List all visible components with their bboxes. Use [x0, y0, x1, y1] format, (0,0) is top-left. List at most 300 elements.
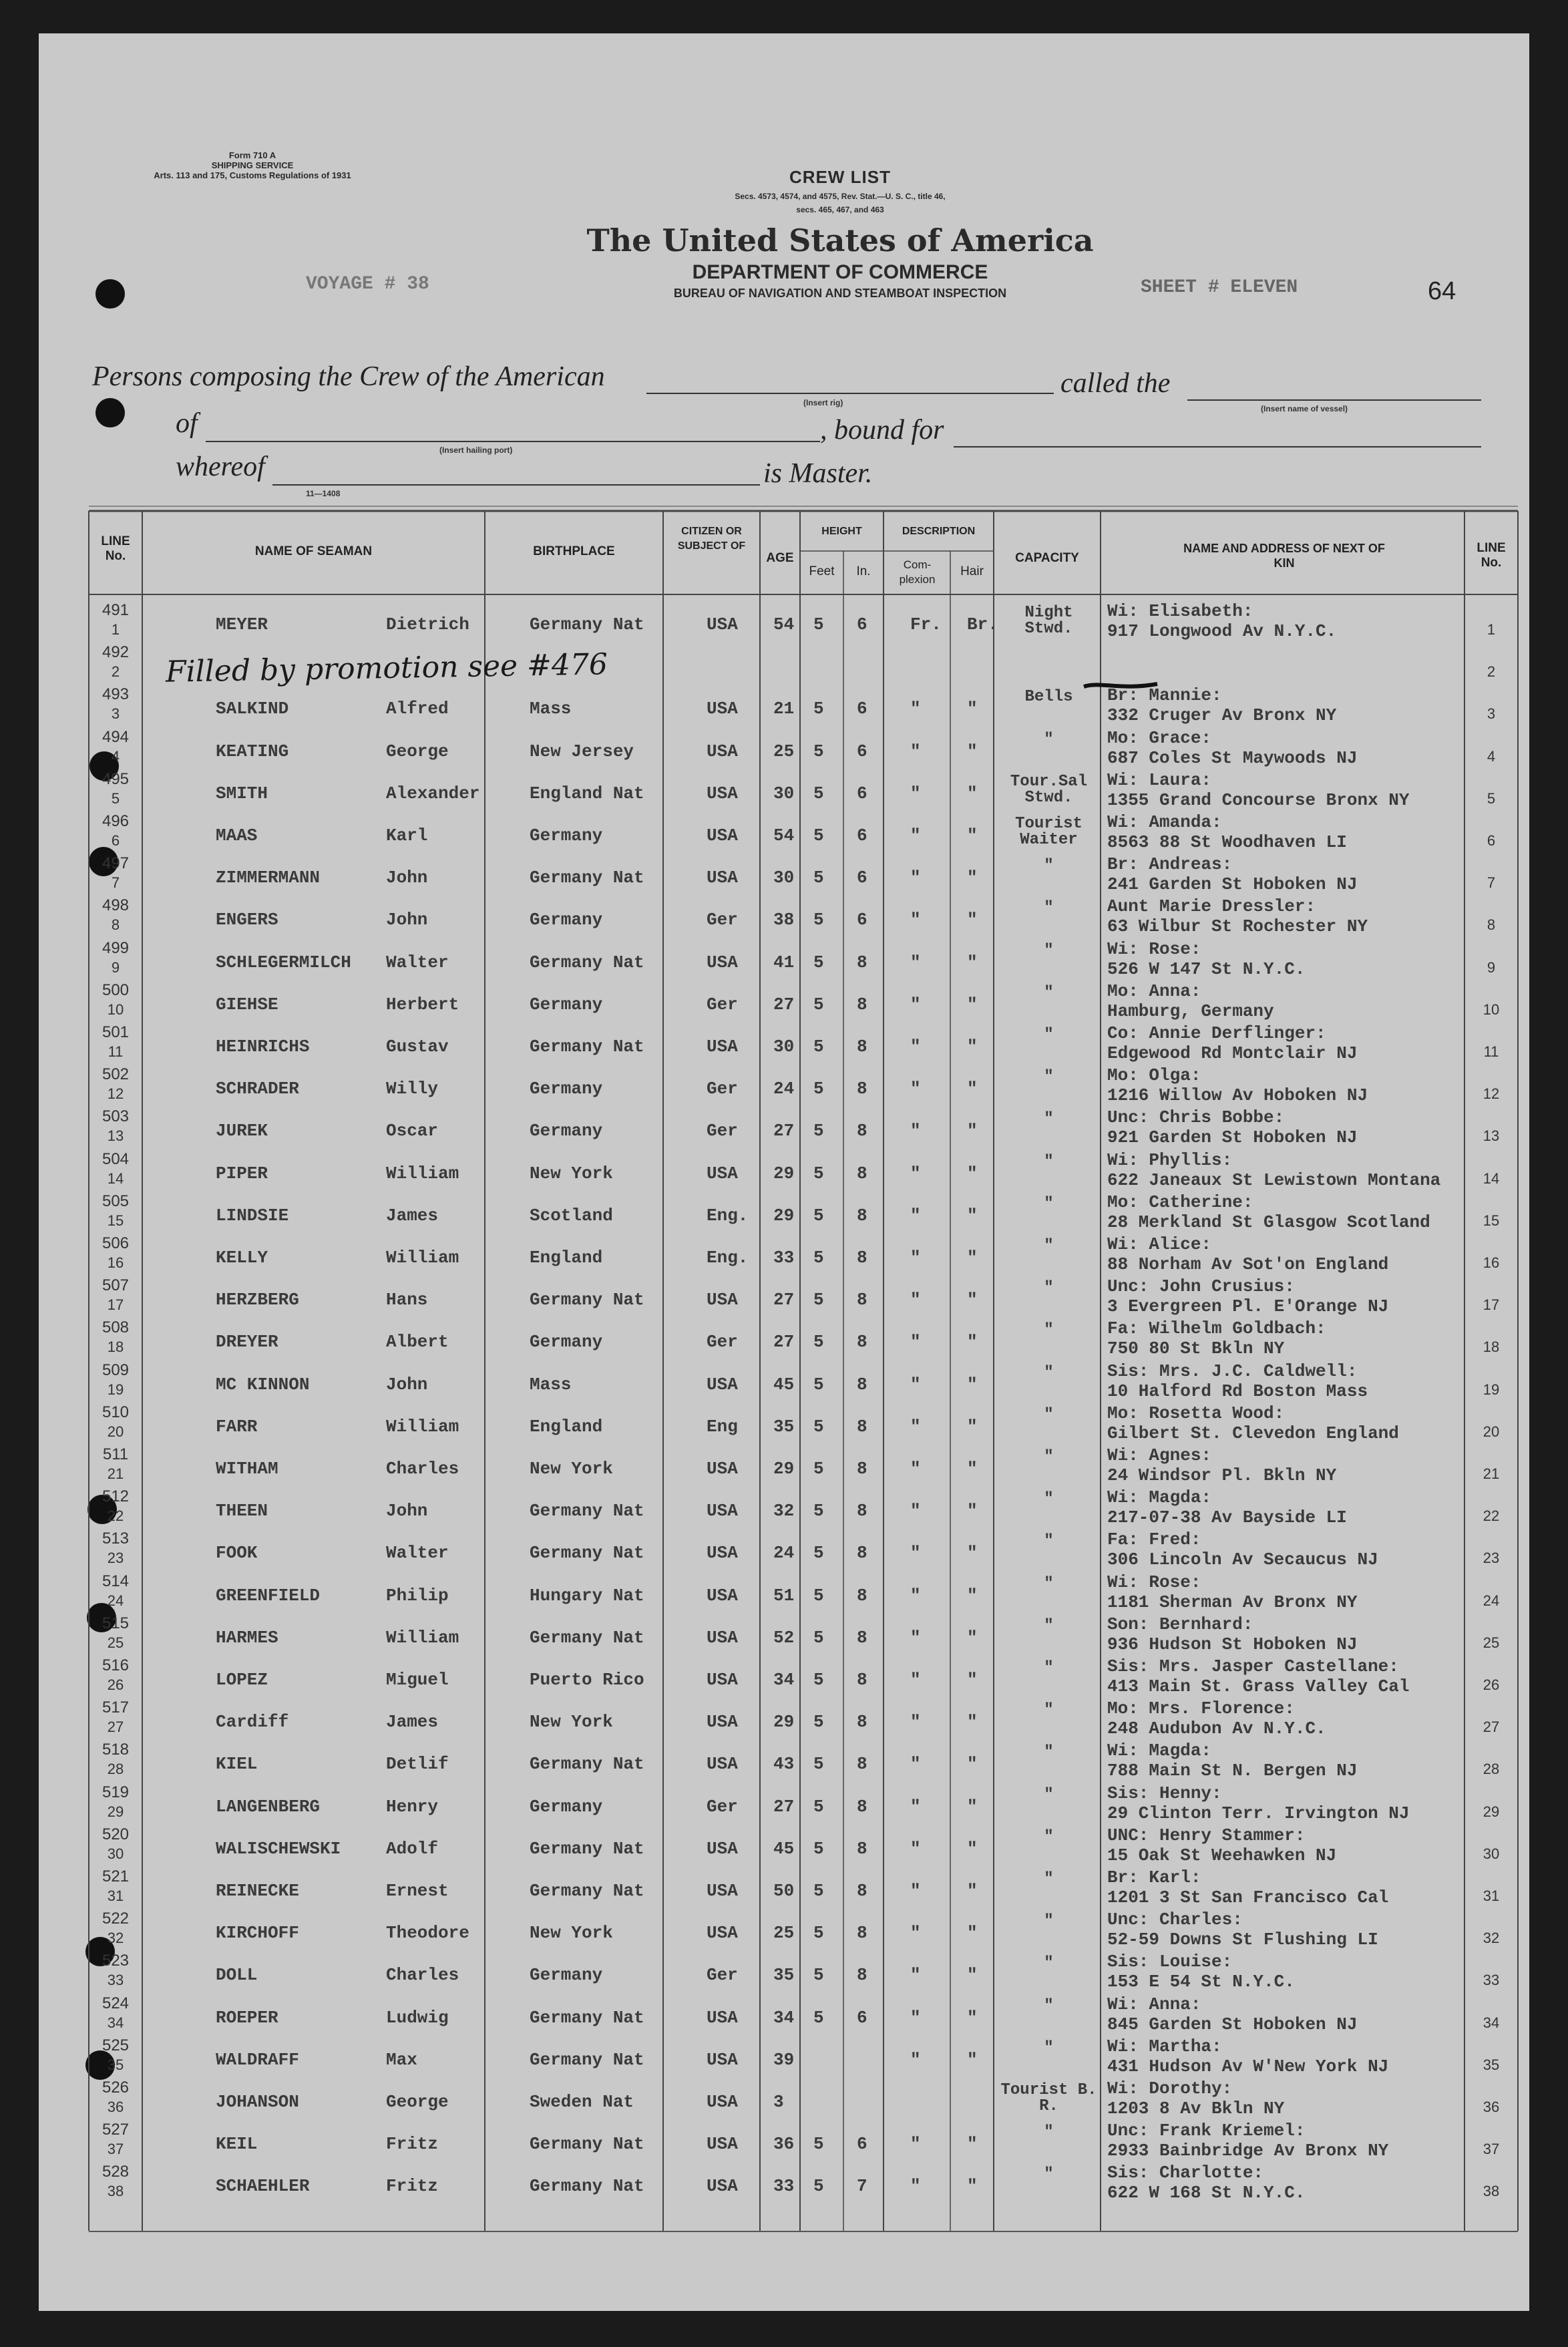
cell-ft: 5 [813, 1627, 824, 1648]
line-number: 33 [107, 1972, 124, 1989]
cell-cit: Eng. [707, 1248, 749, 1268]
cell-comp: " [910, 1290, 921, 1310]
cell-given: Miguel [386, 1670, 449, 1690]
cell-capacity: " [1044, 941, 1054, 960]
cell-surname: JOHANSON [216, 2092, 299, 2112]
cell-comp: " [910, 699, 921, 719]
cell-birth: Germany Nat [530, 1627, 644, 1648]
line-number-right: 33 [1483, 1972, 1500, 1989]
cell-ft: 5 [813, 1501, 824, 1521]
register-number: 491 [102, 601, 130, 619]
cell-kin1: Wi: Dorothy: [1107, 2079, 1233, 2099]
register-number: 524 [102, 1994, 130, 2012]
cell-given: John [386, 868, 428, 888]
cell-surname: SCHLEGERMILCH [216, 952, 351, 972]
cell-age: 3 [773, 2092, 784, 2112]
cell-comp: " [910, 1543, 921, 1564]
cell-kin1: Mo: Olga: [1107, 1065, 1201, 1086]
cell-kin1: Unc: Chris Bobbe: [1107, 1107, 1285, 1128]
cell-comp: " [910, 2007, 921, 2028]
whereof-label: whereof [176, 452, 265, 482]
col-next-of-kin: NAME AND ADDRESS OF NEXT OF KIN [1183, 542, 1385, 570]
cell-in: 6 [857, 2134, 867, 2155]
cell-comp: " [910, 994, 921, 1015]
cell-ft: 5 [813, 826, 824, 846]
line-number: 4 [111, 747, 120, 765]
cell-in: 8 [857, 1290, 867, 1310]
cell-cit: USA [707, 1627, 738, 1648]
cell-given: Detlif [386, 1754, 449, 1775]
cell-capacity: " [1044, 1870, 1054, 1888]
register-number: 493 [102, 685, 130, 704]
cell-capacity: " [1044, 1996, 1054, 2015]
register-number: 496 [102, 812, 130, 830]
line-number: 22 [107, 1507, 124, 1525]
cell-cit: USA [707, 1670, 738, 1690]
cell-capacity: " [1044, 2165, 1054, 2184]
cell-cit: USA [707, 1881, 738, 1901]
cell-cit: USA [707, 2176, 738, 2197]
line-number: 7 [111, 874, 120, 892]
cell-hair: " [967, 2049, 978, 2070]
cell-kin2: 24 Windsor Pl. Bkln NY [1107, 1465, 1337, 1485]
cell-kin2: 10 Halford Rd Boston Mass [1107, 1381, 1368, 1401]
cell-birth: Germany Nat [530, 1037, 644, 1057]
cell-kin2: Gilbert St. Clevedon England [1107, 1423, 1399, 1443]
vessel-hint: (Insert name of vessel) [1261, 404, 1348, 413]
cell-age: 36 [773, 2134, 795, 2155]
cell-given: Dietrich [386, 614, 469, 635]
cell-kin1: Unc: John Crusius: [1107, 1276, 1295, 1297]
cell-cit: USA [707, 2049, 738, 2070]
cell-age: 38 [773, 910, 795, 930]
cell-in: 8 [857, 1121, 867, 1141]
cell-birth: New York [530, 1163, 613, 1184]
cell-comp: " [910, 1754, 921, 1775]
cell-comp: " [910, 1712, 921, 1733]
cell-ft: 5 [813, 1332, 824, 1352]
line-number-right: 32 [1483, 1930, 1500, 1947]
cell-cit: USA [707, 1374, 738, 1395]
cell-in: 8 [857, 1881, 867, 1901]
cell-surname: HERZBERG [216, 1290, 299, 1310]
cell-kin1: Son: Bernhard: [1107, 1614, 1253, 1634]
cell-birth: New York [530, 1459, 613, 1479]
cell-hair: " [967, 1332, 978, 1352]
cell-ft: 5 [813, 1712, 824, 1733]
cell-age: 50 [773, 1881, 795, 1901]
cell-cit: USA [707, 1838, 738, 1859]
cell-surname: WITHAM [216, 1459, 278, 1479]
cell-ft: 5 [813, 1796, 824, 1817]
bureau-title: BUREAU OF NAVIGATION AND STEAMBOAT INSPECTION [673, 287, 1007, 300]
cell-surname: KIEL [216, 1754, 258, 1775]
cell-kin2: 1203 8 Av Bkln NY [1107, 2099, 1285, 2119]
cell-cit: USA [707, 1923, 738, 1944]
register-number: 518 [102, 1741, 130, 1759]
cell-capacity: " [1044, 1026, 1054, 1044]
cell-in: 6 [857, 826, 867, 846]
handwritten-note: Filled by promotion see #476 [165, 647, 608, 689]
cell-age: 33 [773, 1248, 795, 1268]
cell-kin2: 1201 3 St San Francisco Cal [1107, 1887, 1389, 1908]
cell-kin2: 306 Lincoln Av Secaucus NJ [1107, 1550, 1378, 1570]
cell-comp: " [910, 1881, 921, 1901]
line-number-right: 13 [1483, 1127, 1500, 1145]
line-number: 6 [111, 832, 120, 849]
cell-age: 25 [773, 1923, 795, 1944]
line-number-right: 19 [1483, 1381, 1500, 1398]
line-number: 23 [107, 1550, 124, 1567]
cell-in: 8 [857, 1670, 867, 1690]
cell-surname: MAAS [216, 826, 258, 846]
line-number: 5 [111, 789, 120, 807]
cell-capacity: " [1044, 2123, 1054, 2142]
cell-ft: 5 [813, 1459, 824, 1479]
cell-ft: 5 [813, 1754, 824, 1775]
cell-age: 30 [773, 783, 795, 803]
cell-in: 8 [857, 1374, 867, 1395]
line-number: 25 [107, 1634, 124, 1651]
bound-for-label: , bound for [820, 415, 944, 445]
form-code: 11—1408 [306, 489, 341, 498]
line-number: 17 [107, 1296, 124, 1314]
cell-hair: " [967, 1121, 978, 1141]
cell-given: Oscar [386, 1121, 439, 1141]
cell-capacity: " [1044, 1490, 1054, 1509]
cell-ft: 5 [813, 2134, 824, 2155]
cell-in: 8 [857, 1205, 867, 1226]
cell-birth: Hungary Nat [530, 1585, 644, 1606]
line-number-right: 10 [1483, 1001, 1500, 1018]
cell-cit: USA [707, 952, 738, 972]
cell-cit: USA [707, 2007, 738, 2028]
cell-given: Alfred [386, 699, 449, 719]
cell-comp: " [910, 1374, 921, 1395]
cell-age: 25 [773, 741, 795, 761]
register-number: 522 [102, 1910, 130, 1928]
cell-given: Theodore [386, 1923, 469, 1944]
cell-comp: " [910, 2049, 921, 2070]
cell-kin2: Edgewood Rd Montclair NJ [1107, 1043, 1358, 1063]
cell-kin1: Wi: Magda: [1107, 1741, 1212, 1761]
register-number: 519 [102, 1783, 130, 1801]
cell-cit: USA [707, 2092, 738, 2112]
cell-given: Willy [386, 1079, 439, 1099]
line-number: 19 [107, 1381, 124, 1398]
cell-kin1: Wi: Elisabeth: [1107, 601, 1253, 621]
cell-kin2: 88 Norham Av Sot'on England [1107, 1254, 1389, 1274]
cell-capacity: " [1044, 1743, 1054, 1762]
cell-age: 43 [773, 1754, 795, 1775]
line-number: 16 [107, 1254, 124, 1271]
cell-comp: " [910, 741, 921, 761]
cell-kin2: 936 Hudson St Hoboken NJ [1107, 1634, 1358, 1654]
line-number: 2 [111, 663, 120, 681]
col-hair: Hair [960, 564, 984, 578]
form-service: SHIPPING SERVICE [211, 160, 294, 170]
cell-hair: " [967, 1796, 978, 1817]
cell-age: 39 [773, 2049, 795, 2070]
cell-given: Fritz [386, 2176, 439, 2197]
line-number: 34 [107, 2014, 124, 2031]
line-number-right: 29 [1483, 1803, 1500, 1820]
cell-given: Herbert [386, 994, 459, 1015]
line-number: 21 [107, 1465, 124, 1482]
cell-capacity: " [1044, 1701, 1054, 1720]
cell-birth: England [530, 1416, 603, 1437]
cell-birth: Germany Nat [530, 614, 644, 635]
cell-age: 29 [773, 1163, 795, 1184]
cell-birth: Germany [530, 1121, 603, 1141]
register-number: 521 [102, 1867, 130, 1885]
cell-birth: Germany Nat [530, 1290, 644, 1310]
cell-surname: Cardiff [216, 1712, 289, 1733]
cell-in: 8 [857, 1754, 867, 1775]
cell-ft: 5 [813, 1037, 824, 1057]
cell-given: Adolf [386, 1838, 439, 1859]
cell-hair: " [967, 1712, 978, 1733]
cell-kin2: 917 Longwood Av N.Y.C. [1107, 621, 1337, 641]
cell-birth: Puerto Rico [530, 1670, 644, 1690]
cell-comp: " [910, 2134, 921, 2155]
cell-given: Gustav [386, 1037, 449, 1057]
cell-capacity: " [1044, 899, 1054, 918]
cell-surname: HEINRICHS [216, 1037, 310, 1057]
cell-surname: SMITH [216, 783, 268, 803]
cell-hair: " [967, 1670, 978, 1690]
line-number: 13 [107, 1127, 124, 1145]
cell-cit: Ger [707, 1796, 738, 1817]
cell-given: Hans [386, 1290, 428, 1310]
cell-birth: Germany Nat [530, 1754, 644, 1775]
cell-age: 29 [773, 1205, 795, 1226]
cell-kin2: 3 Evergreen Pl. E'Orange NJ [1107, 1296, 1389, 1317]
cell-kin1: Sis: Charlotte: [1107, 2163, 1264, 2183]
line-number: 20 [107, 1423, 124, 1440]
cell-in: 8 [857, 1332, 867, 1352]
cell-birth: New Jersey [530, 741, 634, 761]
cell-comp: " [910, 1416, 921, 1437]
cell-kin2: 52-59 Downs St Flushing LI [1107, 1930, 1378, 1950]
cell-surname: KEATING [216, 741, 289, 761]
cell-surname: THEEN [216, 1501, 268, 1521]
cell-kin2: 845 Garden St Hoboken NJ [1107, 2014, 1358, 2034]
register-number: 497 [102, 854, 130, 873]
cell-hair: Br. [967, 614, 998, 635]
line-number-right: 8 [1487, 916, 1496, 934]
line-number-right: 18 [1483, 1338, 1500, 1356]
line-number-right: 4 [1487, 747, 1496, 765]
cell-surname: DOLL [216, 1965, 258, 1986]
cell-surname: LANGENBERG [216, 1796, 321, 1817]
cell-birth: Germany [530, 826, 603, 846]
cell-hair: " [967, 1205, 978, 1226]
cell-surname: GIEHSE [216, 994, 278, 1015]
cell-kin2: 1181 Sherman Av Bronx NY [1107, 1592, 1358, 1612]
cell-cit: USA [707, 1585, 738, 1606]
cell-kin1: Sis: Mrs. Jasper Castellane: [1107, 1656, 1399, 1676]
cell-given: Fritz [386, 2134, 439, 2155]
statute-line-2: secs. 465, 467, and 463 [796, 205, 884, 214]
cell-kin2: 2933 Bainbridge Av Bronx NY [1107, 2141, 1389, 2161]
cell-kin1: Sis: Mrs. J.C. Caldwell: [1107, 1361, 1358, 1381]
cell-birth: Germany Nat [530, 1838, 644, 1859]
register-number: 509 [102, 1361, 130, 1379]
register-number: 528 [102, 2163, 130, 2181]
cell-capacity: " [1044, 2038, 1054, 2057]
port-hint: (Insert hailing port) [439, 445, 513, 455]
cell-kin1: Mo: Catherine: [1107, 1192, 1253, 1212]
cell-kin1: Co: Annie Derflinger: [1107, 1023, 1326, 1043]
cell-in: 6 [857, 783, 867, 803]
cell-hair: " [967, 2007, 978, 2028]
cell-given: Alexander [386, 783, 480, 803]
cell-in: 8 [857, 1712, 867, 1733]
line-number-right: 6 [1487, 832, 1496, 849]
cell-hair: " [967, 1923, 978, 1944]
cell-in: 6 [857, 2007, 867, 2028]
cell-hair: " [967, 952, 978, 972]
cell-birth: Germany Nat [530, 2049, 644, 2070]
cell-cit: Eng [707, 1416, 738, 1437]
cell-birth: Germany Nat [530, 1501, 644, 1521]
cell-comp: " [910, 952, 921, 972]
cell-in: 6 [857, 699, 867, 719]
col-description: DESCRIPTION [902, 526, 976, 537]
cell-birth: Germany Nat [530, 2176, 644, 2197]
cell-comp: " [910, 1923, 921, 1944]
cell-ft: 5 [813, 783, 824, 803]
cell-in: 6 [857, 868, 867, 888]
cell-capacity: Tour.Sal Stwd. [1010, 772, 1088, 807]
register-number: 513 [102, 1529, 130, 1548]
cell-comp: " [910, 1121, 921, 1141]
cell-birth: Germany [530, 1796, 603, 1817]
cell-birth: Germany [530, 994, 603, 1015]
cell-capacity: Night Stwd. [1024, 604, 1073, 638]
cell-hair: " [967, 1543, 978, 1564]
cell-comp: " [910, 1585, 921, 1606]
line-number-right: 21 [1483, 1465, 1500, 1482]
cell-given: Karl [386, 826, 428, 846]
cell-in: 8 [857, 1163, 867, 1184]
line-number-right: 11 [1483, 1043, 1499, 1060]
col-capacity: CAPACITY [1015, 551, 1079, 565]
cell-kin1: Br: Karl: [1107, 1867, 1201, 1887]
register-number: 527 [102, 2121, 130, 2139]
cell-age: 52 [773, 1627, 795, 1648]
line-number-right: 25 [1483, 1634, 1500, 1651]
cell-capacity: " [1044, 857, 1054, 876]
cell-in: 7 [857, 2176, 867, 2197]
cell-age: 45 [773, 1374, 795, 1395]
sheet-number: SHEET # ELEVEN [1141, 277, 1298, 298]
cell-birth: Germany Nat [530, 2007, 644, 2028]
cell-birth: Scotland [530, 1205, 613, 1226]
cell-ft: 5 [813, 868, 824, 888]
cell-given: George [386, 2092, 449, 2112]
cell-ft: 5 [813, 1416, 824, 1437]
cell-hair: " [967, 910, 978, 930]
cell-hair: " [967, 1416, 978, 1437]
line-number-right: 24 [1483, 1592, 1500, 1609]
cell-in: 8 [857, 1965, 867, 1986]
line-number: 9 [111, 958, 120, 976]
line-number-right: 14 [1483, 1169, 1500, 1187]
cell-surname: JUREK [216, 1121, 268, 1141]
cell-kin1: Unc: Frank Kriemel: [1107, 2121, 1306, 2141]
cell-kin2: 750 80 St Bkln NY [1107, 1338, 1285, 1359]
cell-given: Walter [386, 952, 449, 972]
line-number: 29 [107, 1803, 124, 1820]
cell-in: 8 [857, 1248, 867, 1268]
cell-cit: USA [707, 826, 738, 846]
cell-hair: " [967, 741, 978, 761]
crew-list-title: CREW LIST [789, 167, 891, 187]
line-number-right: 22 [1483, 1507, 1500, 1525]
line-number: 27 [107, 1719, 124, 1736]
cell-kin1: Fa: Wilhelm Goldbach: [1107, 1318, 1326, 1339]
cell-kin2: 921 Garden St Hoboken NJ [1107, 1127, 1358, 1148]
cell-age: 54 [773, 614, 795, 635]
cell-kin1: Wi: Alice: [1107, 1234, 1212, 1254]
cell-given: Ludwig [386, 2007, 449, 2028]
cell-hair: " [967, 1881, 978, 1901]
cell-ft: 5 [813, 2176, 824, 2197]
cell-capacity: " [1044, 1659, 1054, 1677]
cell-given: Henry [386, 1796, 439, 1817]
cell-comp: " [910, 1627, 921, 1648]
cell-kin2: 788 Main St N. Bergen NJ [1107, 1761, 1358, 1781]
cell-given: John [386, 910, 428, 930]
cell-kin1: Mo: Anna: [1107, 980, 1201, 1001]
line-number: 11 [108, 1043, 124, 1060]
cell-kin2: 28 Merkland St Glasgow Scotland [1107, 1212, 1430, 1232]
cell-ft: 5 [813, 994, 824, 1015]
register-number: 505 [102, 1192, 130, 1210]
cell-surname: KEIL [216, 2134, 258, 2155]
cell-cit: USA [707, 868, 738, 888]
cell-in: 8 [857, 1416, 867, 1437]
table-bottom-rule [89, 2231, 1518, 2232]
line-number-right: 7 [1487, 874, 1496, 892]
rig-hint: (Insert rig) [803, 398, 843, 407]
col-age: AGE [766, 551, 794, 565]
line-number: 8 [111, 916, 120, 934]
register-number: 517 [102, 1698, 130, 1717]
cell-comp: " [910, 783, 921, 803]
crew-list-document [39, 33, 1529, 2311]
cell-given: William [386, 1248, 459, 1268]
cell-surname: LINDSIE [216, 1205, 289, 1226]
cell-ft: 5 [813, 1079, 824, 1099]
cell-in: 8 [857, 1543, 867, 1564]
cell-age: 29 [773, 1712, 795, 1733]
cell-comp: " [910, 1248, 921, 1268]
line-number-right: 23 [1483, 1550, 1500, 1567]
cell-capacity: " [1044, 1237, 1054, 1255]
line-number-right: 27 [1483, 1719, 1500, 1736]
cell-given: Charles [386, 1965, 459, 1986]
cell-capacity: " [1044, 983, 1054, 1002]
cell-in: 6 [857, 741, 867, 761]
cell-kin1: Unc: Charles: [1107, 1910, 1243, 1930]
cell-surname: KIRCHOFF [216, 1923, 299, 1944]
cell-cit: Eng. [707, 1205, 749, 1226]
line-number-right: 5 [1487, 789, 1496, 807]
cell-hair: " [967, 1459, 978, 1479]
